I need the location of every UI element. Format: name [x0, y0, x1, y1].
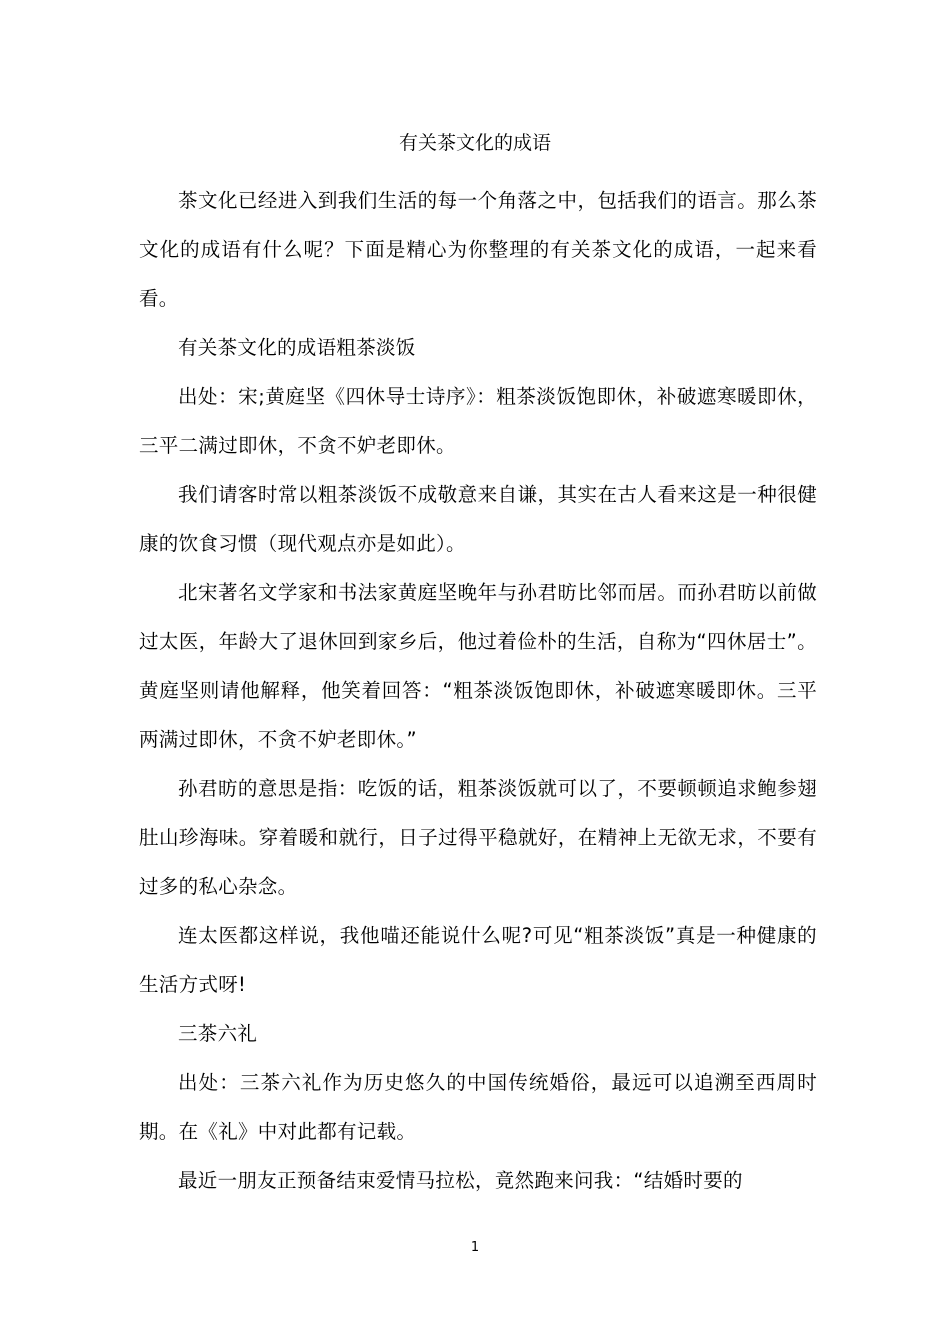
paragraph-explanation-cucha: 我们请客时常以粗茶淡饭不成敬意来自谦，其实在古人看来这是一种很健康的饮食习惯（现代观点亦是如此）。	[139, 483, 817, 555]
paragraph-intro: 茶文化已经进入到我们生活的每一个角落之中，包括我们的语言。那么茶文化的成语有什么呢？下面是精心为你整理的有关茶文化的成语，一起来看看。	[139, 189, 817, 310]
paragraph-story-sancha: 最近一朋友正预备结束爱情马拉松，竟然跑来问我：“结婚时要的	[178, 1169, 743, 1192]
paragraph-story-cucha: 北宋著名文学家和书法家黄庭坚晚年与孙君昉比邻而居。而孙君昉以前做过太医，年龄大了退休回到家乡后，他过着俭朴的生活，自称为“四休居士”。黄庭坚则请他解释，他笑着回答：“粗茶淡饭饱即休，补破遮寒暖即休。三平两满过即休，不贪不妒老即休。”	[139, 581, 817, 751]
paragraph-conclusion-cucha: 连太医都这样说，我他喵还能说什么呢?可见“粗茶淡饭”真是一种健康的生活方式呀!	[139, 924, 817, 996]
paragraph-source-cucha: 出处：宋;黄庭坚《四休导士诗序》：粗茶淡饭饱即休，补破遮寒暖即休，三平二满过即休，不贪不妒老即休。	[139, 385, 817, 457]
page-number: 1	[470, 1240, 480, 1255]
document-body	[139, 176, 817, 1205]
document-title: 有关茶文化的成语	[398, 132, 551, 154]
paragraph-meaning-cucha: 孙君昉的意思是指：吃饭的话，粗茶淡饭就可以了，不要顿顿追求鲍参翅肚山珍海味。穿着暖和就行，日子过得平稳就好，在精神上无欲无求，不要有过多的私心杂念。	[139, 777, 817, 898]
section-heading-sancha-liuli: 三茶六礼	[178, 1022, 258, 1045]
section-heading-cucha-danfan: 有关茶文化的成语粗茶淡饭	[178, 336, 416, 359]
paragraph-source-sancha: 出处：三茶六礼作为历史悠久的中国传统婚俗，最远可以追溯至西周时期。在《礼》中对此都有记载。	[139, 1071, 817, 1143]
